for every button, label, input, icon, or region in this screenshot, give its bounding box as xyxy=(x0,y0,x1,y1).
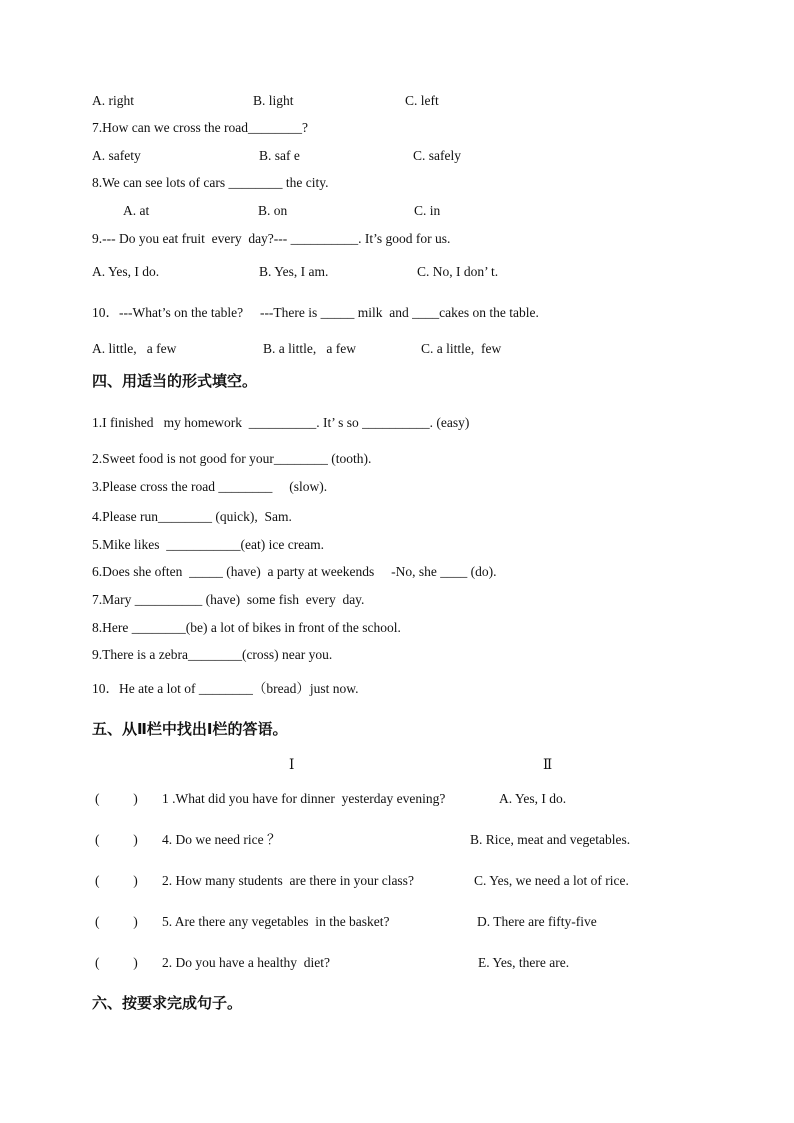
q10-option-b: B. a little, a few xyxy=(263,341,356,356)
section5-row-5-question: 2. Do you have a healthy diet? xyxy=(162,955,330,970)
section5-column-1-label: Ⅰ xyxy=(289,757,295,772)
section6-heading: 六、按要求完成句子。 xyxy=(92,994,243,1012)
section4-item-9: 9.There is a zebra________(cross) near you. xyxy=(92,647,333,662)
q6-option-b: B. light xyxy=(253,93,294,108)
q7-option-a: A. safety xyxy=(92,148,141,163)
section5-row-2-paren: ( ) xyxy=(95,832,138,847)
section5-row-3-paren: ( ) xyxy=(95,873,138,888)
section4-item-2: 2.Sweet food is not good for your________ (tooth). xyxy=(92,451,372,466)
section4-item-1: 1.I finished my homework __________. It’ s so __________. (easy) xyxy=(92,415,470,430)
section5-row-4-question: 5. Are there any vegetables in the basket? xyxy=(162,914,390,929)
section4-item-5: 5.Mike likes ___________(eat) ice cream. xyxy=(92,537,325,552)
section4-item-6: 6.Does she often _____ (have) a party at weekends -No, she ____ (do). xyxy=(92,564,497,579)
q8-option-a: A. at xyxy=(123,203,150,218)
section5-row-5-paren: ( ) xyxy=(95,955,138,970)
section5-row-1-question: 1 .What did you have for dinner yesterday evening? xyxy=(162,791,446,806)
section5-row-5-answer: E. Yes, there are. xyxy=(478,955,570,970)
section4-item-4: 4.Please run________ (quick), Sam. xyxy=(92,509,292,524)
section5-row-1-answer: A. Yes, I do. xyxy=(499,791,567,806)
q8-stem: 8.We can see lots of cars ________ the city. xyxy=(92,175,329,190)
section4-item-10: 10．He ate a lot of ________（bread）just now. xyxy=(92,681,359,696)
q7-option-b: B. saf e xyxy=(259,148,300,163)
q10-stem: 10．---What’s on the table? ---There is _____ milk and ____cakes on the table. xyxy=(92,305,539,320)
section4-item-8: 8.Here ________(be) a lot of bikes in front of the school. xyxy=(92,620,401,635)
section5-row-3-answer: C. Yes, we need a lot of rice. xyxy=(474,873,629,888)
section5-row-3-question: 2. How many students are there in your class? xyxy=(162,873,414,888)
q7-stem: 7.How can we cross the road________? xyxy=(92,120,308,135)
section5-row-2-question: 4. Do we need rice ？ xyxy=(162,832,281,847)
q9-option-a: A. Yes, I do. xyxy=(92,264,160,279)
section5-row-1-paren: ( ) xyxy=(95,791,138,806)
section5-row-4-paren: ( ) xyxy=(95,914,138,929)
q9-option-c: C. No, I don’ t. xyxy=(417,264,499,279)
q6-option-a: A. right xyxy=(92,93,134,108)
section4-heading: 四、用适当的形式填空。 xyxy=(92,372,258,390)
q9-option-b: B. Yes, I am. xyxy=(259,264,329,279)
q8-option-c: C. in xyxy=(414,203,441,218)
q10-option-a: A. little, a few xyxy=(92,341,177,356)
q8-option-b: B. on xyxy=(258,203,288,218)
section4-item-7: 7.Mary __________ (have) some fish every day. xyxy=(92,592,365,607)
section4-item-3: 3.Please cross the road ________ (slow). xyxy=(92,479,328,494)
section5-column-2-label: Ⅱ xyxy=(543,757,553,772)
q6-option-c: C. left xyxy=(405,93,439,108)
q9-stem: 9.--- Do you eat fruit every day?--- __________. It’s good for us. xyxy=(92,231,451,246)
q10-option-c: C. a little, few xyxy=(421,341,502,356)
section5-heading: 五、从Ⅱ栏中找出Ⅰ栏的答语。 xyxy=(92,720,288,738)
q7-option-c: C. safely xyxy=(413,148,461,163)
section5-row-4-answer: D. There are fifty-five xyxy=(477,914,597,929)
section5-row-2-answer: B. Rice, meat and vegetables. xyxy=(470,832,631,847)
